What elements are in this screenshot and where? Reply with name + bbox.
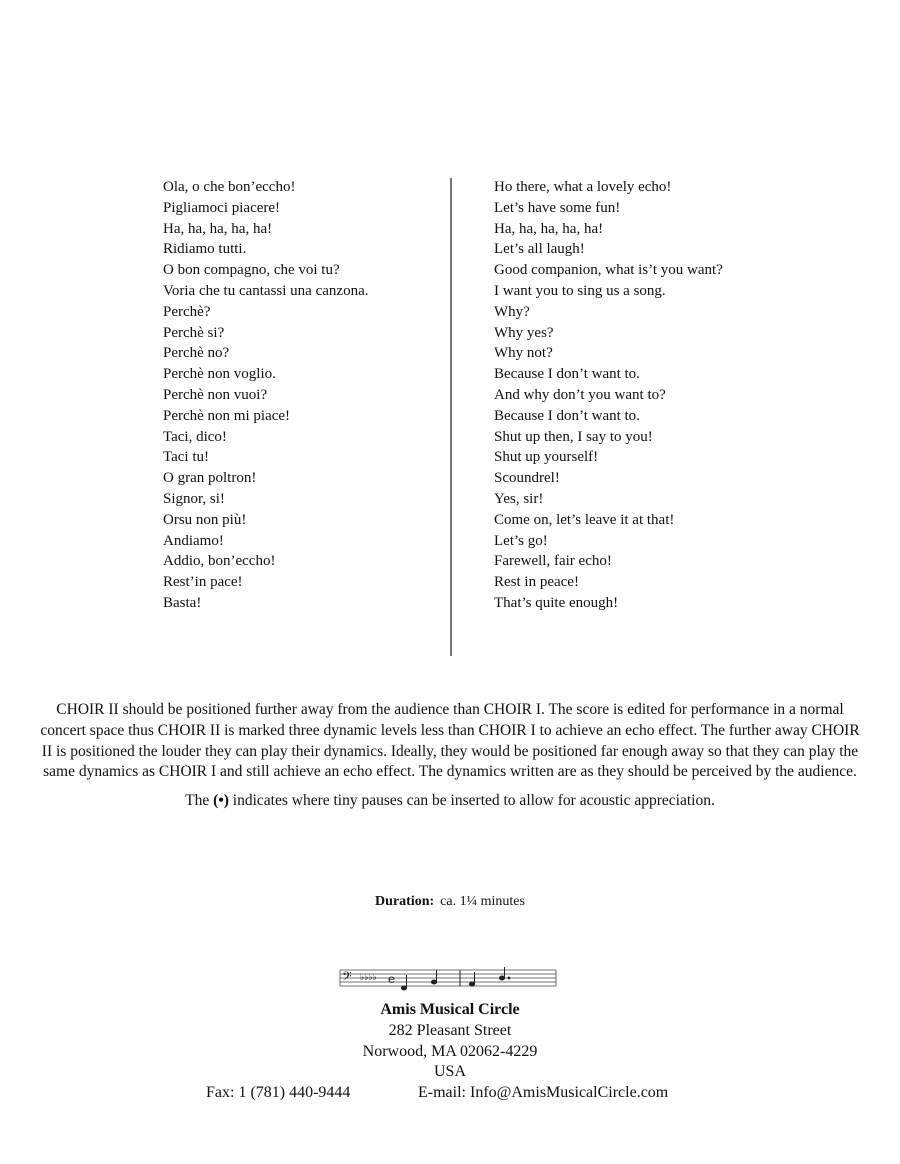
english-lyric-line: Why yes? <box>494 324 554 341</box>
english-lyric-line: I want you to sing us a song. <box>494 282 666 299</box>
english-lyric-line: Why? <box>494 303 530 320</box>
duration-line <box>0 894 900 910</box>
music-staff-icon <box>338 966 558 992</box>
publisher-street: 282 Pleasant Street <box>388 1021 512 1039</box>
italian-lyric-line: O bon compagno, che voi tu? <box>163 262 340 279</box>
italian-lyric-line: Pigliamoci piacere! <box>163 199 281 216</box>
italian-lyric-line: Ha, ha, ha, ha, ha! <box>163 220 273 237</box>
english-lyric-line: Scoundrel! <box>494 470 560 487</box>
performance-note <box>40 700 860 812</box>
english-lyric-line: Yes, sir! <box>494 490 544 507</box>
english-lyric-line: Let’s go! <box>494 532 548 549</box>
italian-lyric-line: Perchè no? <box>163 345 230 362</box>
italian-lyrics-column <box>163 177 368 614</box>
english-lyric-line: Because I don’t want to. <box>494 366 640 383</box>
svg-text:♭♭♭♭: ♭♭♭♭ <box>360 973 377 983</box>
italian-lyric-line: Andiamo! <box>163 532 224 549</box>
english-lyric-line: Farewell, fair echo! <box>494 553 612 570</box>
english-lyric-line: Shut up then, I say to you! <box>494 428 653 445</box>
english-lyric-line: Come on, let’s leave it at that! <box>494 511 675 528</box>
publisher-block <box>0 1000 900 1083</box>
music-staff-logo <box>338 966 558 992</box>
pause-note-prefix: The <box>185 792 210 810</box>
italian-lyric-line: O gran poltron! <box>163 470 257 487</box>
english-lyric-line: Why not? <box>494 345 553 362</box>
duration-label: Duration: <box>375 894 435 909</box>
pause-note-suffix: indicates where tiny pauses can be inserted to allow for acoustic appreciation. <box>232 792 715 810</box>
english-lyric-line: Let’s have some fun! <box>494 199 621 216</box>
italian-lyric-line: Rest’in pace! <box>163 574 243 591</box>
duration-value: ca. 1¼ minutes <box>440 894 525 909</box>
fax-number: Fax: 1 (781) 440-9444 <box>206 1084 351 1101</box>
italian-lyric-line: Perchè non vuoi? <box>163 386 268 403</box>
italian-lyric-line: Orsu non più! <box>163 511 247 528</box>
italian-lyric-line: Perchè si? <box>163 324 225 341</box>
english-lyric-line: Because I don’t want to. <box>494 407 640 424</box>
svg-text:e: e <box>388 972 396 986</box>
italian-lyric-line: Taci, dico! <box>163 428 227 445</box>
english-lyric-line: That’s quite enough! <box>494 594 619 611</box>
performance-note-paragraph: CHOIR II should be positioned further away from the audience than CHOIR I. The score is edited for performance in a normal concert space thus CHOIR II is marked three dynamic levels less than CHOIR I to achieve an echo effect. The further away CHOIR II is positioned the louder they can play their dynamics. Ideally, they would be positioned far enough away so that they can play the same dynamics as CHOIR I and still achieve an echo effect. The dynamics written are as they should be perceived by the audience. <box>40 701 860 781</box>
english-lyrics-column <box>494 177 734 614</box>
italian-lyric-line: Perchè non voglio. <box>163 366 276 383</box>
english-lyric-line: Shut up yourself! <box>494 449 599 466</box>
publisher-country: USA <box>433 1063 466 1081</box>
email-address[interactable]: E-mail: Info@AmisMusicalCircle.com <box>418 1084 669 1101</box>
english-lyric-line: Ho there, what a lovely echo! <box>494 179 672 195</box>
english-lyric-line: Rest in peace! <box>494 574 579 591</box>
english-lyric-line: Let’s all laugh! <box>494 241 585 258</box>
italian-lyric-line: Voria che tu cantassi una canzona. <box>163 282 369 299</box>
italian-lyric-line: Addio, bon’eccho! <box>163 553 276 570</box>
italian-lyric-line: Signor, si! <box>163 490 225 507</box>
italian-lyric-line: Ola, o che bon’eccho! <box>163 179 296 195</box>
pause-note <box>40 791 860 812</box>
english-lyric-line: Ha, ha, ha, ha, ha! <box>494 220 604 237</box>
english-lyric-line: And why don’t you want to? <box>494 386 666 403</box>
svg-text:𝄢: 𝄢 <box>342 969 352 987</box>
publisher-city: Norwood, MA 02062-4229 <box>362 1042 538 1060</box>
column-divider <box>450 178 452 656</box>
italian-lyric-line: Ridiamo tutti. <box>163 241 247 258</box>
publisher-name: Amis Musical Circle <box>380 1001 520 1018</box>
italian-lyric-line: Taci tu! <box>163 449 210 466</box>
italian-lyric-line: Perchè non mi piace! <box>163 407 291 424</box>
italian-lyric-line: Basta! <box>163 594 202 611</box>
english-lyric-line: Good companion, what is’t you want? <box>494 262 723 279</box>
pause-symbol: (•) <box>213 792 229 810</box>
italian-lyric-line: Perchè? <box>163 303 211 320</box>
